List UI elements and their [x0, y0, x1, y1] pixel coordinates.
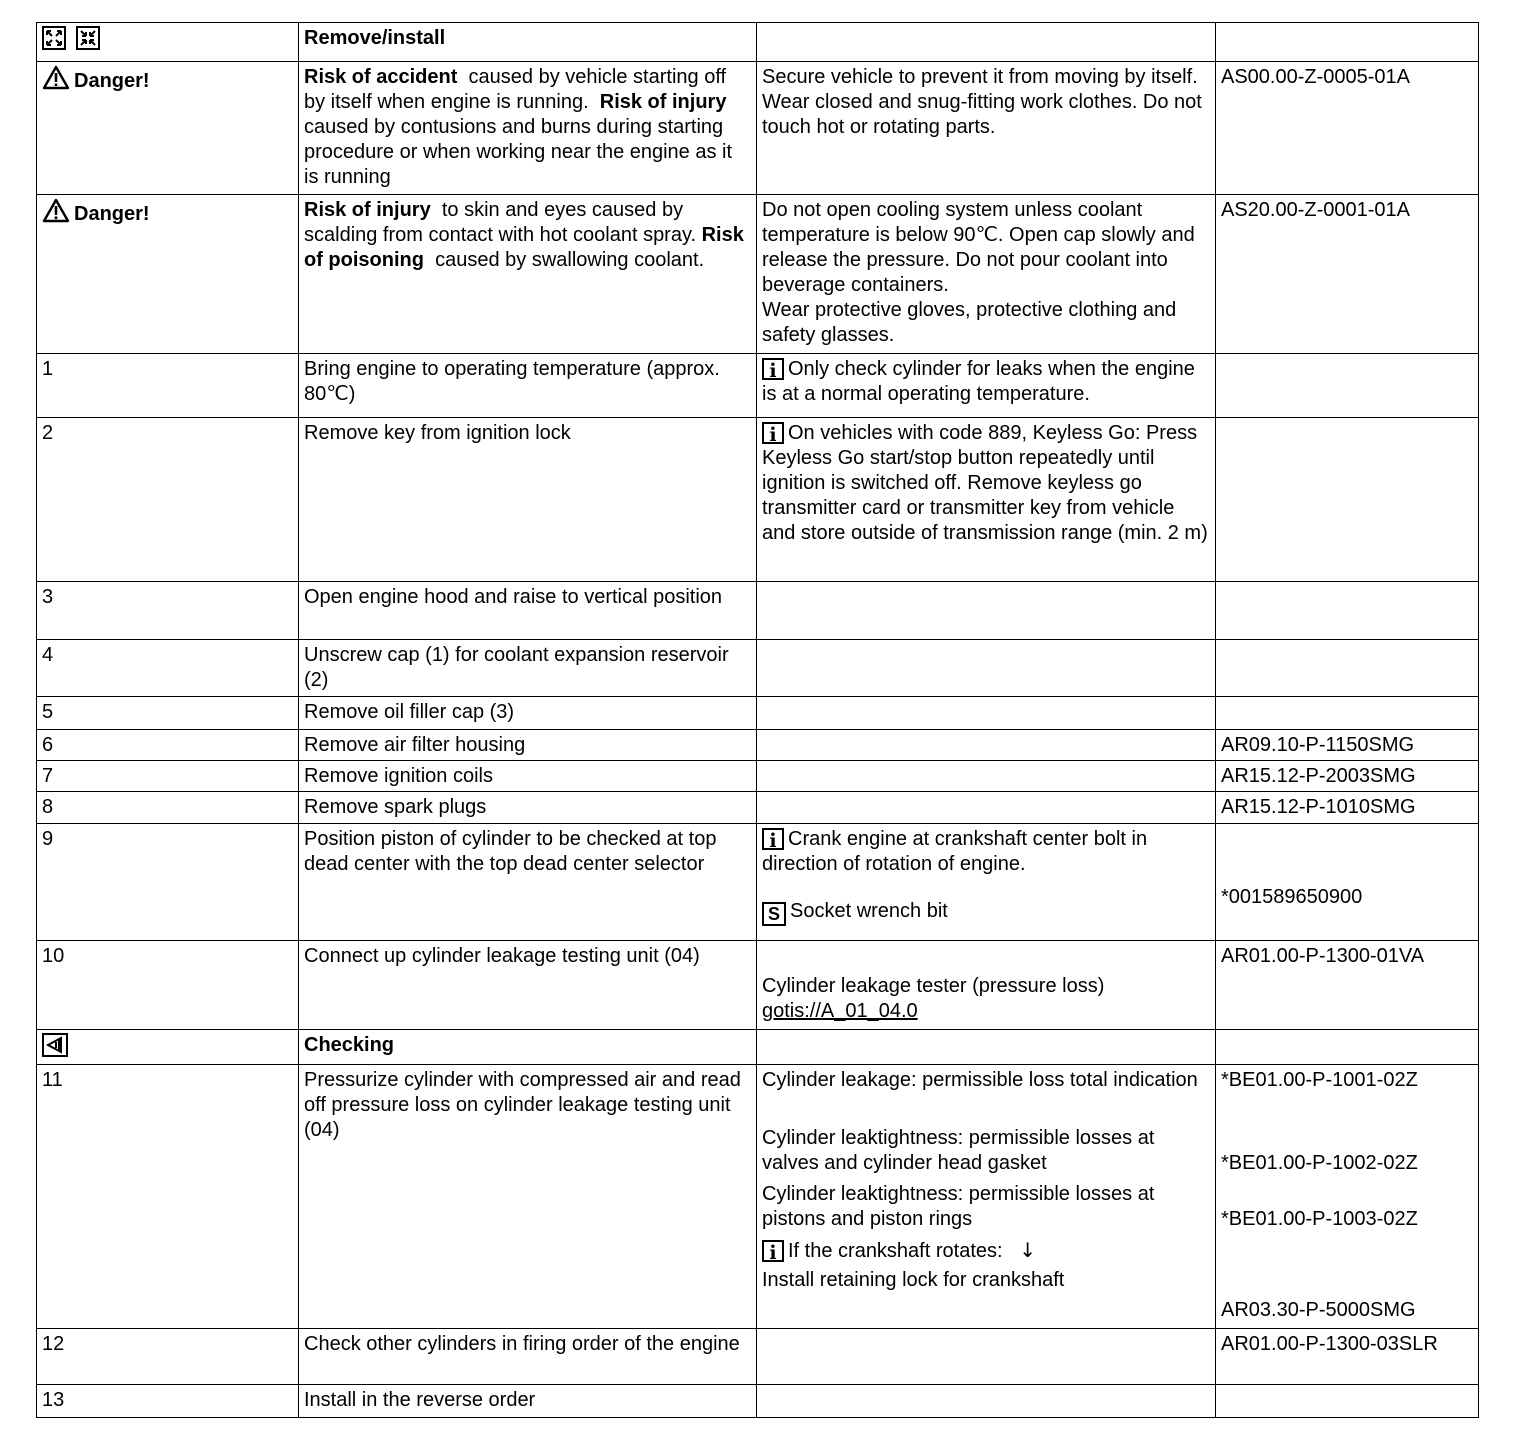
warning-triangle-icon	[42, 65, 70, 90]
step-number: 9	[37, 824, 299, 941]
step-text: Remove spark plugs	[299, 792, 757, 824]
step-note: Cylinder leakage tester (pressure loss) gotis://A_01_04.0	[757, 941, 1216, 1030]
tool-link[interactable]: gotis://A_01_04.0	[762, 1000, 918, 1022]
section-title: Remove/install	[299, 23, 757, 62]
table-row	[37, 697, 1479, 730]
risk-description: Risk of injury to skin and eyes caused by scalding from contact with hot coolant spray. Risk of poisoning caused by swallowing coolant.	[299, 195, 757, 354]
step-note: i Only check cylinder for leaks when the engine is at a normal operating temperature.	[757, 354, 1216, 418]
info-icon: i	[762, 358, 784, 380]
reference-link[interactable]: *BE01.00-P-1002-02Z	[1221, 1152, 1418, 1174]
reference-link[interactable]: *BE01.00-P-1001-02Z	[1221, 1069, 1418, 1091]
table-row	[37, 1065, 1479, 1329]
step-number: 4	[37, 640, 299, 697]
step-text: Position piston of cylinder to be checked at top dead center with the top dead center selector	[299, 824, 757, 941]
reference-cell	[1216, 1065, 1479, 1329]
table-row	[37, 941, 1479, 1030]
step-number: 13	[37, 1385, 299, 1418]
step-text: Open engine hood and raise to vertical position	[299, 582, 757, 640]
table-row	[37, 62, 1479, 195]
table-row	[37, 582, 1479, 640]
step-number: 8	[37, 792, 299, 824]
risk-description: Risk of accident caused by vehicle starting off by itself when engine is running. Risk of injury caused by contusions and burns during starting procedure or when working near the engine as it is running	[299, 62, 757, 195]
table-row	[37, 418, 1479, 582]
step-text: Remove oil filler cap (3)	[299, 697, 757, 730]
step-text: Unscrew cap (1) for coolant expansion reservoir (2)	[299, 640, 757, 697]
step-number: 11	[37, 1065, 299, 1329]
step-text: Install in the reverse order	[299, 1385, 757, 1418]
reference-link[interactable]: AR01.00-P-1300-03SLR	[1216, 1329, 1479, 1385]
install-icon	[76, 26, 100, 50]
step-text: Remove key from ignition lock	[299, 418, 757, 582]
reference-link[interactable]: AS20.00-Z-0001-01A	[1216, 195, 1479, 354]
danger-label-cell	[37, 62, 299, 195]
reference-link[interactable]: AR15.12-P-1010SMG	[1216, 792, 1479, 824]
table-row	[37, 792, 1479, 824]
info-icon: i	[762, 828, 784, 850]
step-note: i On vehicles with code 889, Keyless Go: Press Keyless Go start/stop button repeatedly until ignition is switched off. Remove keyless go transmitter card or transmitter key from vehicle and store outside of transmission range (min. 2 m)	[757, 418, 1216, 582]
reference-link[interactable]: *001589650900	[1216, 824, 1479, 941]
special-tool-icon: S	[762, 902, 786, 926]
step-number: 5	[37, 697, 299, 730]
table-row	[37, 1329, 1479, 1385]
reference-link[interactable]: AS00.00-Z-0005-01A	[1216, 62, 1479, 195]
table-row	[37, 1385, 1479, 1418]
table-row	[37, 730, 1479, 761]
table-row	[37, 354, 1479, 418]
checking-icon-cell	[37, 1030, 299, 1065]
safety-measures: Secure vehicle to prevent it from moving by itself. Wear closed and snug-fitting work clothes. Do not touch hot or rotating parts.	[757, 62, 1216, 195]
step-text: Remove air filter housing	[299, 730, 757, 761]
safety-measures: Do not open cooling system unless coolant temperature is below 90℃. Open cap slowly and release the pressure. Do not pour coolant into beverage containers. Wear protective gloves, protective clothing and safety glasses.	[757, 195, 1216, 354]
step-number: 12	[37, 1329, 299, 1385]
step-number: 6	[37, 730, 299, 761]
step-number: 1	[37, 354, 299, 418]
step-number: 2	[37, 418, 299, 582]
step-number: 7	[37, 761, 299, 792]
danger-label-cell	[37, 195, 299, 354]
table-row	[37, 761, 1479, 792]
danger-label: Danger!	[74, 203, 150, 225]
step-text: Connect up cylinder leakage testing unit (04)	[299, 941, 757, 1030]
step-text: Bring engine to operating temperature (approx. 80℃)	[299, 354, 757, 418]
table-row	[37, 1030, 1479, 1065]
reference-link[interactable]: *BE01.00-P-1003-02Z	[1221, 1208, 1418, 1230]
remove-icon	[42, 26, 66, 50]
checking-icon	[42, 1033, 68, 1057]
table-row	[37, 824, 1479, 941]
step-note: Cylinder leakage: permissible loss total indication Cylinder leaktightness: permissible losses at valves and cylinder head gasket Cylinder leaktightness: permissible losses at pistons and piston rings i If the crankshaft rotates: ↓ Install retaining lock for crankshaft	[757, 1065, 1216, 1329]
danger-label: Danger!	[74, 70, 150, 92]
table-row	[37, 195, 1479, 354]
reference-link[interactable]: AR15.12-P-2003SMG	[1216, 761, 1479, 792]
step-number: 10	[37, 941, 299, 1030]
reference-link[interactable]: AR03.30-P-5000SMG	[1221, 1299, 1416, 1321]
step-text: Pressurize cylinder with compressed air and read off pressure loss on cylinder leakage testing unit (04)	[299, 1065, 757, 1329]
reference-link[interactable]: AR09.10-P-1150SMG	[1216, 730, 1479, 761]
header-icons-cell	[37, 23, 299, 62]
info-icon: i	[762, 1240, 784, 1262]
tool-label: Socket wrench bit	[790, 900, 948, 922]
step-text: Check other cylinders in firing order of the engine	[299, 1329, 757, 1385]
step-number: 3	[37, 582, 299, 640]
section-title: Checking	[299, 1030, 757, 1065]
table-row	[37, 640, 1479, 697]
arrow-down-icon: ↓	[1019, 1238, 1036, 1262]
info-icon: i	[762, 422, 784, 444]
warning-triangle-icon	[42, 198, 70, 223]
step-text: Remove ignition coils	[299, 761, 757, 792]
reference-link[interactable]: AR01.00-P-1300-01VA	[1216, 941, 1479, 1030]
step-note: i Crank engine at crankshaft center bolt in direction of rotation of engine. S Socket wrench bit	[757, 824, 1216, 941]
table-row	[37, 23, 1479, 62]
procedure-table	[36, 22, 1479, 1418]
